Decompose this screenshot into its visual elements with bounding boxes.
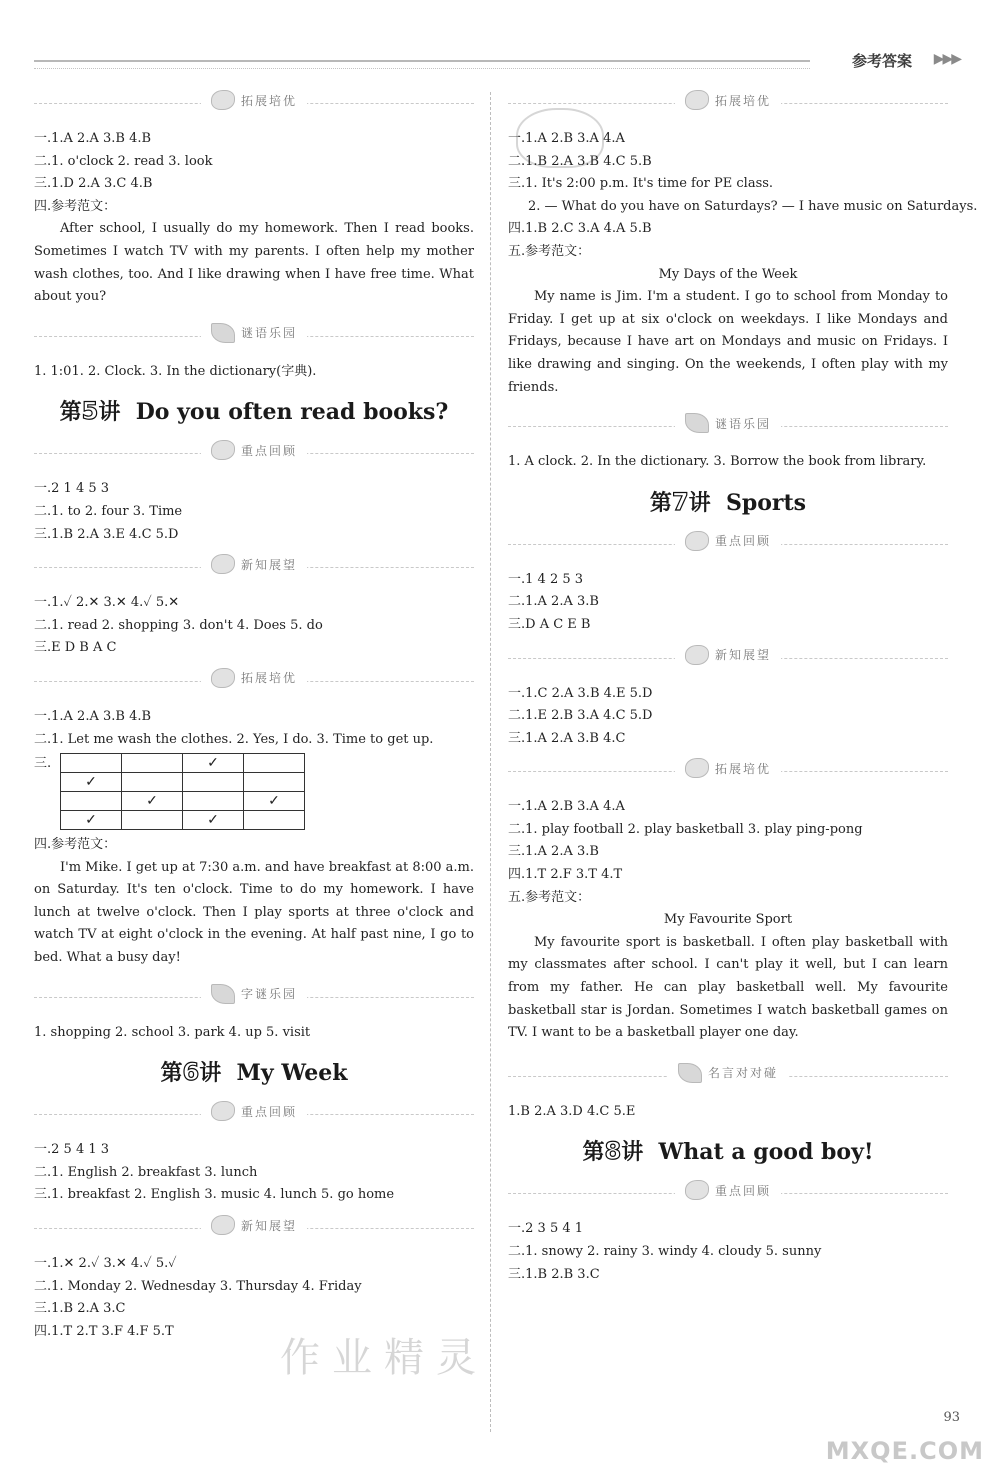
leaf-icon bbox=[678, 1063, 702, 1083]
section-label: 谜语乐园 bbox=[714, 416, 772, 431]
answer-row: 二.1. Monday 2. Wednesday 3. Thursday 4. Friday bbox=[34, 1278, 362, 1294]
bird-icon bbox=[211, 1101, 235, 1121]
answer-row: 三.1.B 2.A 3.E 4.C 5.D bbox=[34, 526, 179, 542]
answer-row: 一.2 3 5 4 1 bbox=[508, 1221, 584, 1237]
section-header bbox=[508, 641, 948, 675]
section-header bbox=[34, 1211, 474, 1245]
bird-icon bbox=[685, 531, 709, 551]
sample-essay: My name is Jim. I'm a student. I go to school from Monday to Friday. I get up at six o'clock on weekdays. I like Mondays and Fridays, because I have art on Mondays and music on Fridays. I like drawing and singing. On the weekends, I often play with my friends. bbox=[508, 289, 948, 395]
answer-row: 一.2 5 4 1 3 bbox=[34, 1142, 110, 1158]
answer-row: 二.1.B 2.A 3.B 4.C 5.B bbox=[508, 153, 652, 169]
section-header bbox=[34, 319, 474, 353]
leaf-icon bbox=[685, 413, 709, 433]
answer-row: 三.1.D 2.A 3.C 4.B bbox=[34, 176, 153, 192]
essay-title: My Favourite Sport bbox=[663, 912, 793, 928]
answer-row: 二.1. read 2. shopping 3. don't 4. Does 5. do bbox=[34, 617, 323, 633]
table-cell bbox=[244, 811, 305, 830]
answer-row: 三.1. It's 2:00 p.m. It's time for PE class. bbox=[508, 176, 774, 192]
header-arrows-icon: ▶▶▶ bbox=[933, 51, 960, 67]
answer-row: 1. A clock. 2. In the dictionary. 3. Borrow the book from library. bbox=[508, 454, 927, 470]
answer-row: 二.1. snowy 2. rainy 3. windy 4. cloudy 5. sunny bbox=[508, 1244, 822, 1259]
table-cell bbox=[61, 754, 122, 773]
lesson-title: 第6讲 My Week bbox=[160, 1058, 348, 1087]
answer-row: 1. shopping 2. school 3. park 4. up 5. visit bbox=[34, 1024, 311, 1040]
page-header bbox=[34, 48, 960, 78]
right-column bbox=[508, 82, 978, 1286]
answer-row: 三.1.B 2.A 3.C bbox=[34, 1301, 126, 1317]
section-header bbox=[34, 550, 474, 584]
bird-icon bbox=[211, 440, 235, 460]
section-label: 新知展望 bbox=[240, 557, 298, 572]
answer-row: 一.1.C 2.A 3.B 4.E 5.D bbox=[508, 685, 653, 701]
table-cell bbox=[244, 754, 305, 773]
answer-row: 二.1. to 2. four 3. Time bbox=[34, 503, 183, 519]
answer-row: 一.1.A 2.B 3.A 4.A bbox=[508, 799, 625, 815]
answer-row: 四.1.T 2.F 3.T 4.T bbox=[508, 867, 623, 883]
table-cell bbox=[244, 773, 305, 792]
table-cell: ✓ bbox=[122, 792, 183, 811]
answer-row: 二.1. play football 2. play basketball 3. play ping-pong bbox=[508, 821, 863, 837]
answer-row: 二.1. o'clock 2. read 3. look bbox=[34, 153, 213, 169]
check-table bbox=[60, 753, 305, 830]
bird-icon bbox=[685, 758, 709, 778]
answer-row: 五.参考范文： bbox=[508, 889, 591, 905]
section-header bbox=[34, 1097, 474, 1131]
answer-row: 二.1. Let me wash the clothes. 2. Yes, I do. 3. Time to get up. bbox=[34, 731, 434, 747]
sample-essay: My favourite sport is basketball. I often play basketball with my classmates after school. I can't play it well, but I can learn from my father. He can play basketball well. My favourite basketball star is Jordan. Sometimes I watch basketball games on TV. I want to be a basketball player one day. bbox=[508, 934, 948, 1041]
section-label: 拓展培优 bbox=[714, 761, 772, 776]
page-number: 93 bbox=[943, 1410, 960, 1425]
section-label: 名言对对碰 bbox=[707, 1066, 779, 1081]
section-header bbox=[508, 527, 948, 561]
answer-row: 二.1. English 2. breakfast 3. lunch bbox=[34, 1164, 258, 1180]
flower-icon bbox=[685, 645, 709, 665]
section-header bbox=[508, 1176, 948, 1210]
section-header bbox=[34, 664, 474, 698]
section-header bbox=[34, 980, 474, 1014]
section-header bbox=[508, 754, 948, 788]
left-column bbox=[34, 82, 474, 1343]
answer-row: 四.参考范文： bbox=[34, 198, 117, 214]
answer-row: 1.B 2.A 3.D 4.C 5.E bbox=[508, 1103, 636, 1119]
section-header bbox=[34, 436, 474, 470]
section-label: 拓展培优 bbox=[714, 93, 772, 108]
bird-icon bbox=[211, 668, 235, 688]
table-cell bbox=[183, 773, 244, 792]
section-label: 新知展望 bbox=[240, 1218, 298, 1233]
table-cell bbox=[183, 792, 244, 811]
section-label: 重点回顾 bbox=[240, 443, 298, 458]
answer-row: 一.2 1 4 5 3 bbox=[34, 481, 110, 497]
answer-row: 三.1. breakfast 2. English 3. music 4. lunch 5. go home bbox=[34, 1187, 395, 1203]
flower-icon bbox=[211, 554, 235, 574]
answer-row: 五.参考范文： bbox=[508, 243, 591, 259]
header-title: 参考答案 bbox=[851, 52, 912, 70]
section-label: 新知展望 bbox=[714, 648, 772, 662]
table-cell: ✓ bbox=[183, 754, 244, 773]
answer-row: 四.参考范文： bbox=[34, 837, 117, 853]
section-header bbox=[508, 409, 948, 443]
section-label: 拓展培优 bbox=[240, 93, 298, 108]
section-label: 谜语乐园 bbox=[240, 326, 298, 341]
section-label: 重点回顾 bbox=[240, 1104, 298, 1119]
answer-row: 一.1.✕ 2.✓ 3.✕ 4.✓ 5.✓ bbox=[34, 1256, 177, 1272]
section-label: 字谜乐园 bbox=[240, 987, 298, 1002]
table-cell: ✓ bbox=[61, 773, 122, 792]
answer-row: 三.1.A 2.A 3.B 4.C bbox=[508, 730, 626, 746]
section-header bbox=[34, 86, 474, 120]
answer-row: 一.1 4 2 5 3 bbox=[508, 571, 584, 587]
table-cell: ✓ bbox=[183, 811, 244, 830]
answer-row: 三. bbox=[34, 756, 52, 772]
answer-row: 四.1.B 2.C 3.A 4.A 5.B bbox=[508, 221, 652, 237]
table-cell bbox=[61, 792, 122, 811]
answer-row: 三.D A C E B bbox=[508, 616, 591, 632]
table-cell: ✓ bbox=[244, 792, 305, 811]
answer-row: 三.1.B 2.B 3.C bbox=[508, 1266, 600, 1282]
bird-icon bbox=[211, 90, 235, 110]
sample-essay: I'm Mike. I get up at 7:30 a.m. and have breakfast at 8:00 a.m. on Saturday. It's ten o'clock. Time to do my homework. I have lunch at twelve o'clock. Then I play sports at three o'clock and watch TV at eight o'clock in the evening. At half past nine, I go to bed. What a busy day! bbox=[34, 859, 474, 966]
leaf-icon bbox=[211, 323, 235, 343]
answer-row: 三.1.A 2.A 3.B bbox=[508, 844, 599, 860]
column-divider bbox=[490, 92, 491, 1432]
section-header bbox=[508, 1059, 948, 1093]
lesson-title: 第8讲 What a good boy! bbox=[582, 1137, 874, 1166]
answer-row: 四.1.T 2.T 3.F 4.F 5.T bbox=[34, 1323, 174, 1339]
leaf-icon bbox=[211, 984, 235, 1004]
table-cell bbox=[122, 754, 183, 773]
answer-table-block bbox=[34, 753, 474, 830]
lesson-title: 第5讲 Do you often read books? bbox=[59, 397, 449, 426]
answer-row: 1. 1:01. 2. Clock. 3. In the dictionary(字典). bbox=[34, 363, 317, 379]
header-rule bbox=[34, 60, 810, 69]
section-header bbox=[508, 86, 948, 120]
site-watermark: MXQE.COM bbox=[825, 1437, 984, 1465]
bird-icon bbox=[685, 90, 709, 110]
lesson-title: 第7讲 Sports bbox=[649, 487, 807, 516]
answer-row: 二.1.A 2.A 3.B bbox=[508, 594, 599, 610]
section-label: 重点回顾 bbox=[714, 534, 772, 549]
section-label: 拓展培优 bbox=[240, 671, 298, 686]
section-label: 重点回顾 bbox=[714, 1183, 772, 1198]
table-cell: ✓ bbox=[61, 811, 122, 830]
table-cell bbox=[122, 773, 183, 792]
bird-icon bbox=[685, 1180, 709, 1200]
answer-row: 2. — What do you have on Saturdays? — I have music on Saturdays. bbox=[528, 198, 978, 214]
flower-icon bbox=[211, 1215, 235, 1235]
table-cell bbox=[122, 811, 183, 830]
answer-row: 一.1.A 2.A 3.B 4.B bbox=[34, 708, 152, 724]
answer-row: 一.1.A 2.B 3.A 4.A bbox=[508, 131, 625, 146]
answer-row: 一.1.A 2.A 3.B 4.B bbox=[34, 131, 152, 146]
answer-row: 一.1.✓ 2.✕ 3.✕ 4.✓ 5.✕ bbox=[34, 595, 180, 611]
answer-row: 二.1.E 2.B 3.A 4.C 5.D bbox=[508, 708, 653, 724]
essay-title: My Days of the Week bbox=[658, 266, 798, 282]
sample-essay: After school, I usually do my homework. Then I read books. Sometimes I watch TV with my parents. I often help my mother wash clothes, too. And I like drawing when I have free time. What about you? bbox=[34, 221, 474, 305]
watermark: 作业精灵 bbox=[280, 1335, 488, 1381]
answer-row: 三.E D B A C bbox=[34, 640, 117, 656]
